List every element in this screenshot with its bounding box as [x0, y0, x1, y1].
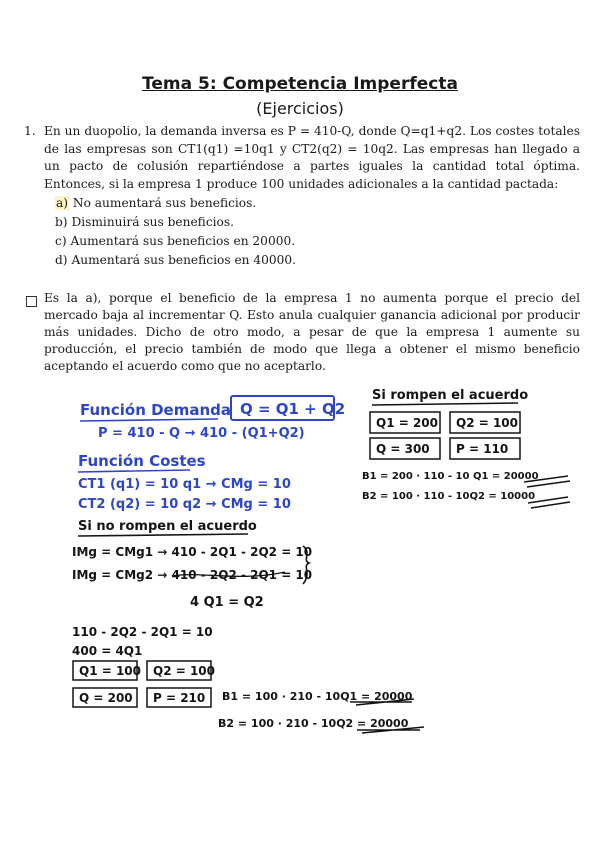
option-text: No aumentará sus beneficios.	[72, 196, 257, 210]
option-text: Aumentará sus beneficios en 20000.	[70, 234, 296, 248]
question-number: 1.	[24, 124, 36, 138]
q2-box-text: Q2 = 100	[153, 664, 216, 678]
break-q-text: Q = 300	[376, 442, 430, 456]
option-text: Aumentará sus beneficios en 40000.	[71, 253, 297, 267]
page-title: Tema 5: Competencia Imperfecta	[142, 74, 458, 94]
option-letter: a)	[56, 196, 69, 210]
img2-equation: IMg = CMg2 → 410 - 2Q2 - 2Q1 = 10	[72, 568, 313, 582]
calc-line-2: 400 = 4Q1	[72, 644, 143, 658]
demand-equation: P = 410 - Q → 410 - (Q1+Q2)	[98, 426, 305, 441]
option-letter: d)	[55, 253, 68, 267]
break-heading: Si rompen el acuerdo	[372, 388, 529, 403]
q-total-box-text: Q = 200	[79, 691, 133, 705]
p-box-text: P = 210	[153, 691, 206, 705]
costs-underline	[78, 470, 190, 472]
option-letter: c)	[55, 234, 67, 248]
demand-underline	[80, 419, 218, 421]
cost1-equation: CT1 (q1) = 10 q1 → CMg = 10	[78, 477, 291, 492]
calc-line-1: 110 - 2Q2 - 2Q1 = 10	[72, 625, 213, 639]
option-text: Disminuirá sus beneficios.	[71, 215, 235, 229]
demand-box-text: Q = Q1 + Q2	[240, 400, 346, 418]
break-q1-text: Q1 = 200	[376, 416, 439, 430]
break-p-text: P = 110	[456, 442, 509, 456]
no-break-underline	[78, 534, 248, 536]
break-underline	[372, 403, 518, 405]
benefit2-no-break: B2 = 100 · 210 - 10Q2 = 20000	[218, 717, 409, 730]
option-letter: b)	[55, 215, 68, 229]
no-break-heading: Si no rompen el acuerdo	[78, 519, 257, 534]
demand-heading: Función Demanda	[80, 401, 232, 419]
equality-result: 4 Q1 = Q2	[190, 595, 264, 610]
cost2-equation: CT2 (q2) = 10 q2 → CMg = 10	[78, 497, 291, 512]
benefit1-no-break: B1 = 100 · 210 - 10Q1 = 20000	[222, 690, 413, 703]
break-benefit1: B1 = 200 · 110 - 10 Q1 = 20000	[362, 471, 539, 482]
answer-text: Es la a), porque el beneficio de la empresa 1 no aumenta porque el precio del mercado baja al incrementar Q. Esto anula cualquier ganancia adicional por producir más unidades. Dicho de otro modo, a pesar de que la empresa 1 aumente su producción, el precio también de modo que llega a obtener el mismo beneficio aceptando el acuerdo como que no aceptarlo.	[44, 291, 580, 373]
question-text: En un duopolio, la demanda inversa es P = 410-Q, donde Q=q1+q2. Los costes totales de las empresas son CT1(q1) =10q1 y CT2(q2) = 10q2. Las empresas han llegado a un pacto de colusión repartiéndose a partes iguales la cantidad total óptima. Entonces, si la empresa 1 produce 100 unidades adicionales a la cantidad pactada:	[44, 124, 580, 191]
q1-box-text: Q1 = 100	[79, 664, 142, 678]
costs-heading: Función Costes	[78, 452, 206, 470]
page-subtitle: (Ejercicios)	[256, 99, 344, 118]
img1-equation: IMg = CMg1 → 410 - 2Q1 - 2Q2 = 10	[72, 545, 313, 559]
break-q2-text: Q2 = 100	[456, 416, 519, 430]
break-benefit2: B2 = 100 · 110 - 10Q2 = 10000	[362, 491, 536, 502]
